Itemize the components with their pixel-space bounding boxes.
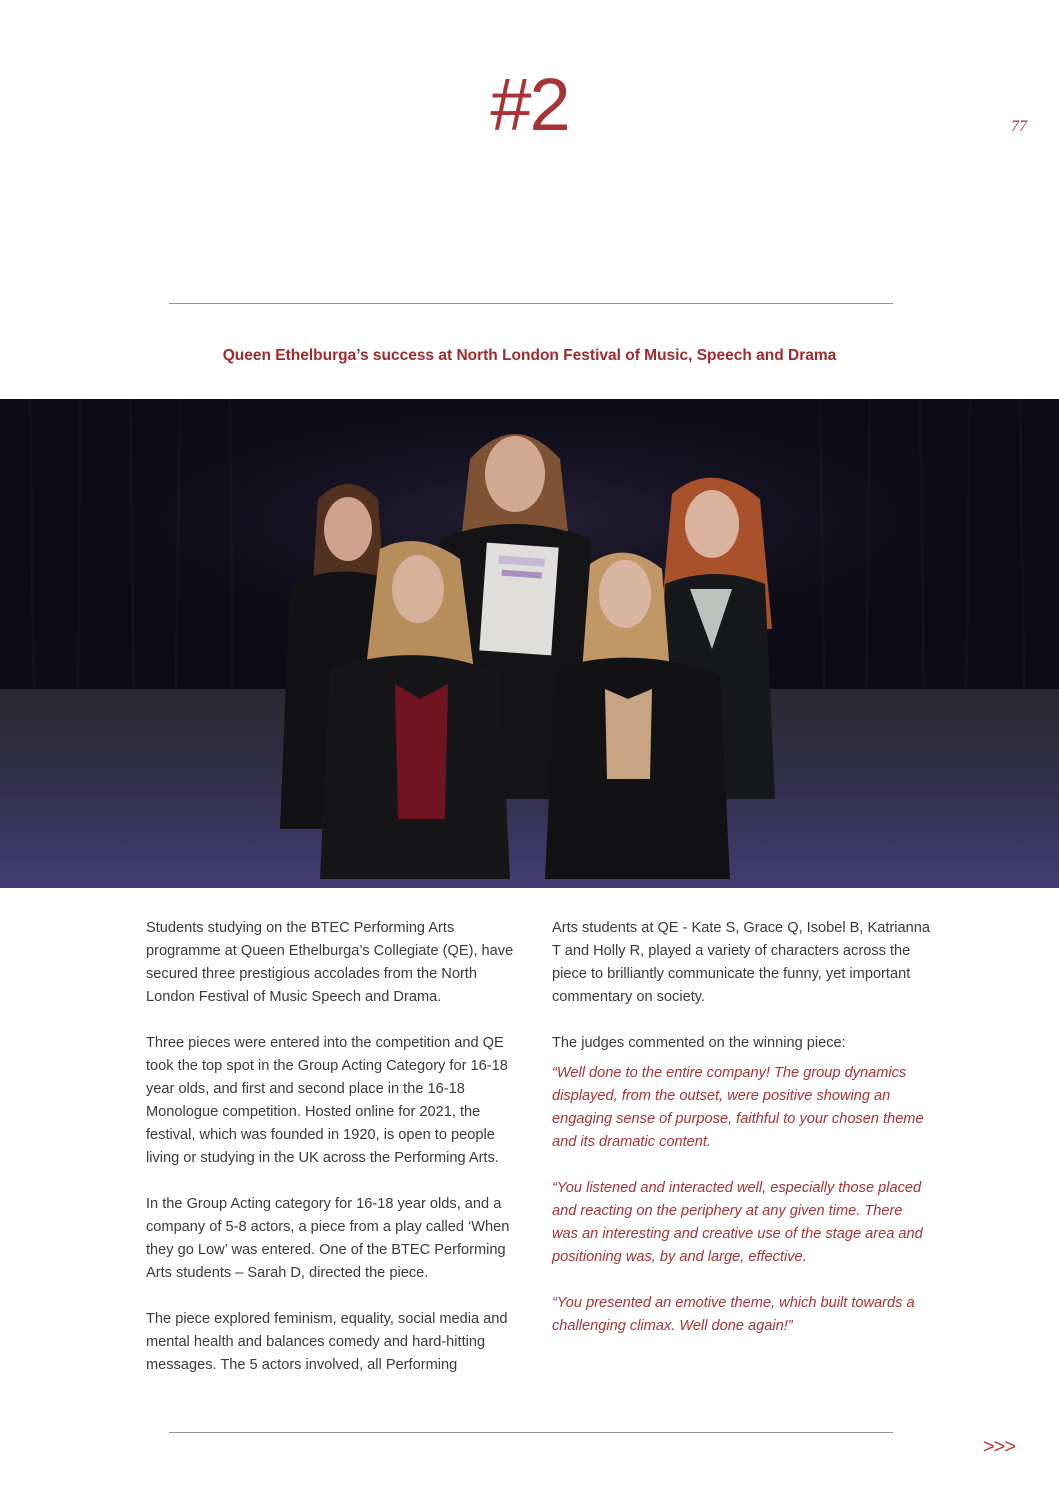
judge-quote: “Well done to the entire company! The group dynamics displayed, from the outset, were positive showing an engaging sense of purpose, faithful to your chosen theme and its dramatic content. [552,1065,924,1150]
page-number: 77 [1011,118,1027,135]
next-page-link[interactable]: >>> [982,1436,1015,1458]
group-photo [0,399,1059,888]
body-paragraph: Students studying on the BTEC Performing Arts programme at Queen Ethelburga’s Collegiate (QE), have secured three prestigious accolades from the North London Festival of Music Speech and Drama. [146,920,514,1005]
photo-illustration [0,399,1059,888]
body-paragraph: Arts students at QE - Kate S, Grace Q, Isobel B, Katrianna T and Holly R, played a variety of characters across the piece to brilliantly communicate the funny, yet important commentary on society. [552,920,930,1005]
bottom-divider [169,1432,893,1433]
body-column-left [146,917,526,1400]
judge-quote: “You presented an emotive theme, which built towards a challenging climax. Well done again!” [552,1295,915,1334]
quotes-intro: The judges commented on the winning piece: [552,1035,846,1051]
body-paragraph: Three pieces were entered into the competition and QE took the top spot in the Group Acting Category for 16-18 year olds, and first and second place in the 16-18 Monologue competition. Hosted online for 2021, the festival, which was founded in 1920, is open to people living or studying in the UK across the Performing Arts. [146,1035,508,1166]
body-paragraph: In the Group Acting category for 16-18 year olds, and a company of 5-8 actors, a piece from a play called ‘When they go Low’ was entered. One of the BTEC Performing Arts students – Sarah D, directed the piece. [146,1196,510,1281]
section-number: #2 [490,63,569,146]
body-column-right [552,917,932,1361]
article-headline: Queen Ethelburga’s success at North London Festival of Music, Speech and Drama [222,347,837,364]
top-divider [169,303,893,304]
body-paragraph: The piece explored feminism, equality, social media and mental health and balances comedy and hard-hitting messages. The 5 actors involved, all Performing [146,1311,508,1373]
judge-quote: “You listened and interacted well, especially those placed and reacting on the periphery at any given time. There was an interesting and creative use of the stage area and positioning was, by and large, effective. [552,1180,923,1265]
